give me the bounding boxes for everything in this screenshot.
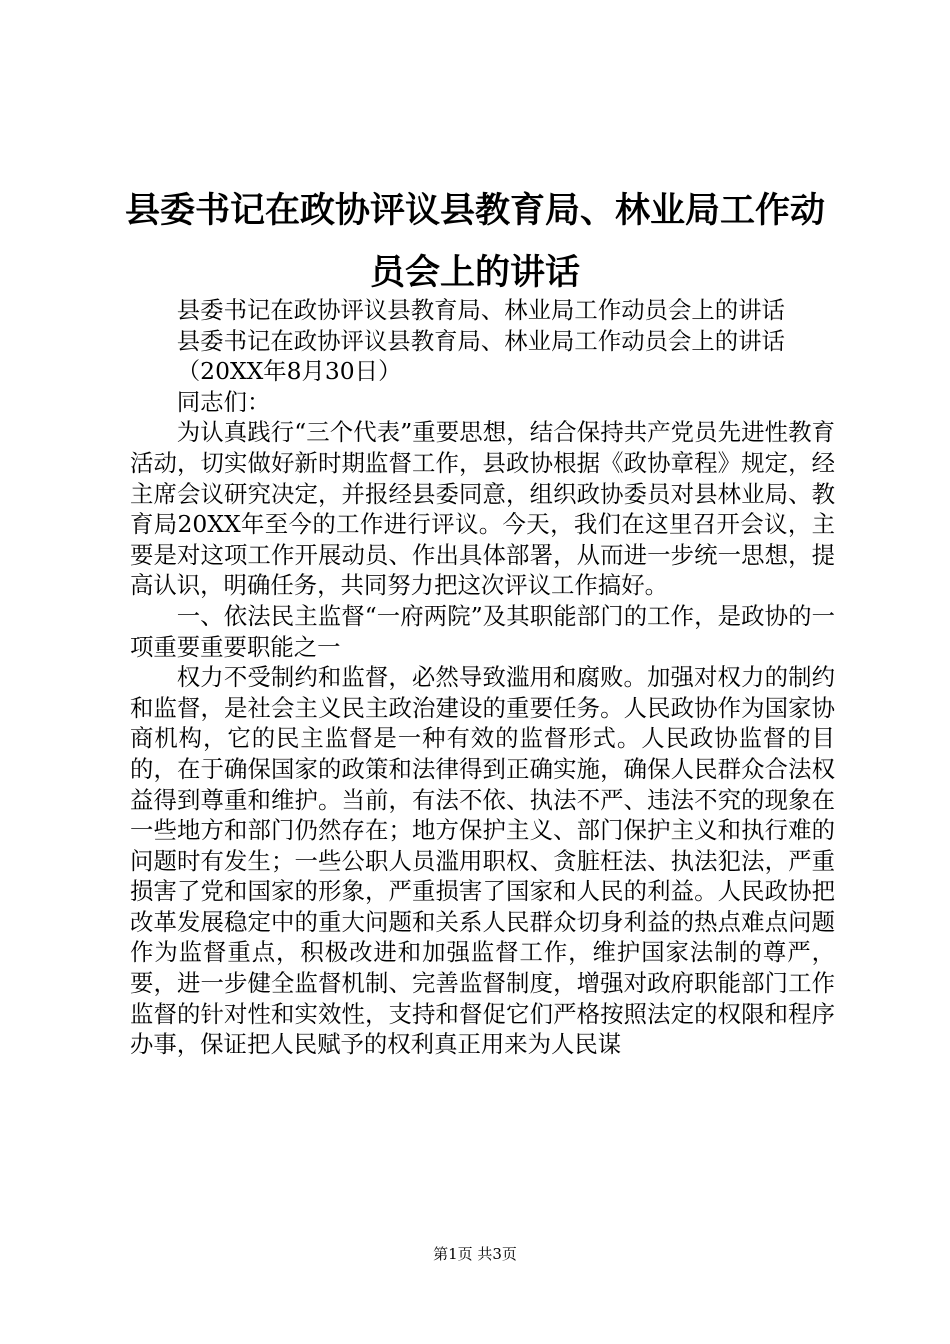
- page-footer: 第1页 共3页: [433, 1245, 517, 1263]
- document-title: 县委书记在政协评议县教育局、林业局工作动员会上的讲话: [124, 191, 825, 293]
- paragraph-date: （20XX年8月30日）: [176, 357, 402, 386]
- paragraph: 为认真践行“三个代表”重要思想，结合保持共产党员先进性教育活动，切实做好新时期监督工作，县政协根据《政协章程》规定，经主席会议研究决定，并报经县委同意，组织政协委员对县林业局、教育局20XX年至今的工作进行评议。今天，我们在这里召开会议，主要是对这项工作开展动员、作出具体部署，从而进一步统一思想，提高认识，明确任务，共同努力把这次评议工作搞好。: [130, 418, 835, 600]
- paragraph: 权力不受制约和监督，必然导致滥用和腐败。加强对权力的制约和监督，是社会主义民主政治建设的重要任务。人民政协作为国家协商机构，它的民主监督是一种有效的监督形式。人民政协监督的目的，在于确保国家的政策和法律得到正确实施，确保人民群众合法权益得到尊重和维护。当前，有法不依、执法不严、违法不究的现象在一些地方和部门仍然存在；地方保护主义、部门保护主义和执行难的问题时有发生；一些公职人员滥用职权、贪脏枉法、执法犯法，严重损害了党和国家的形象，严重损害了国家和人民的利益。人民政协把改革发展稳定中的重大问题和关系人民群众切身利益的热点难点问题作为监督重点，积极改进和加强监督工作，维护国家法制的尊严，要，进一步健全监督机制、完善监督制度，增强对政府职能部门工作监督的针对性和实效性，支持和督促它们严格按照法定的权限和程序办事，保证把人民赋予的权利真正用来为人民谋: [130, 663, 835, 1059]
- paragraph-salutation: 同志们：: [176, 387, 271, 416]
- paragraph: 县委书记在政协评议县教育局、林业局工作动员会上的讲话: [176, 296, 785, 324]
- paragraph-heading: 一、依法民主监督“一府两院”及其职能部门的工作，是政协的一项重要重要职能之一: [130, 601, 835, 661]
- document-body: [130, 295, 835, 1060]
- paragraph: 县委书记在政协评议县教育局、林业局工作动员会上的讲话: [176, 326, 785, 355]
